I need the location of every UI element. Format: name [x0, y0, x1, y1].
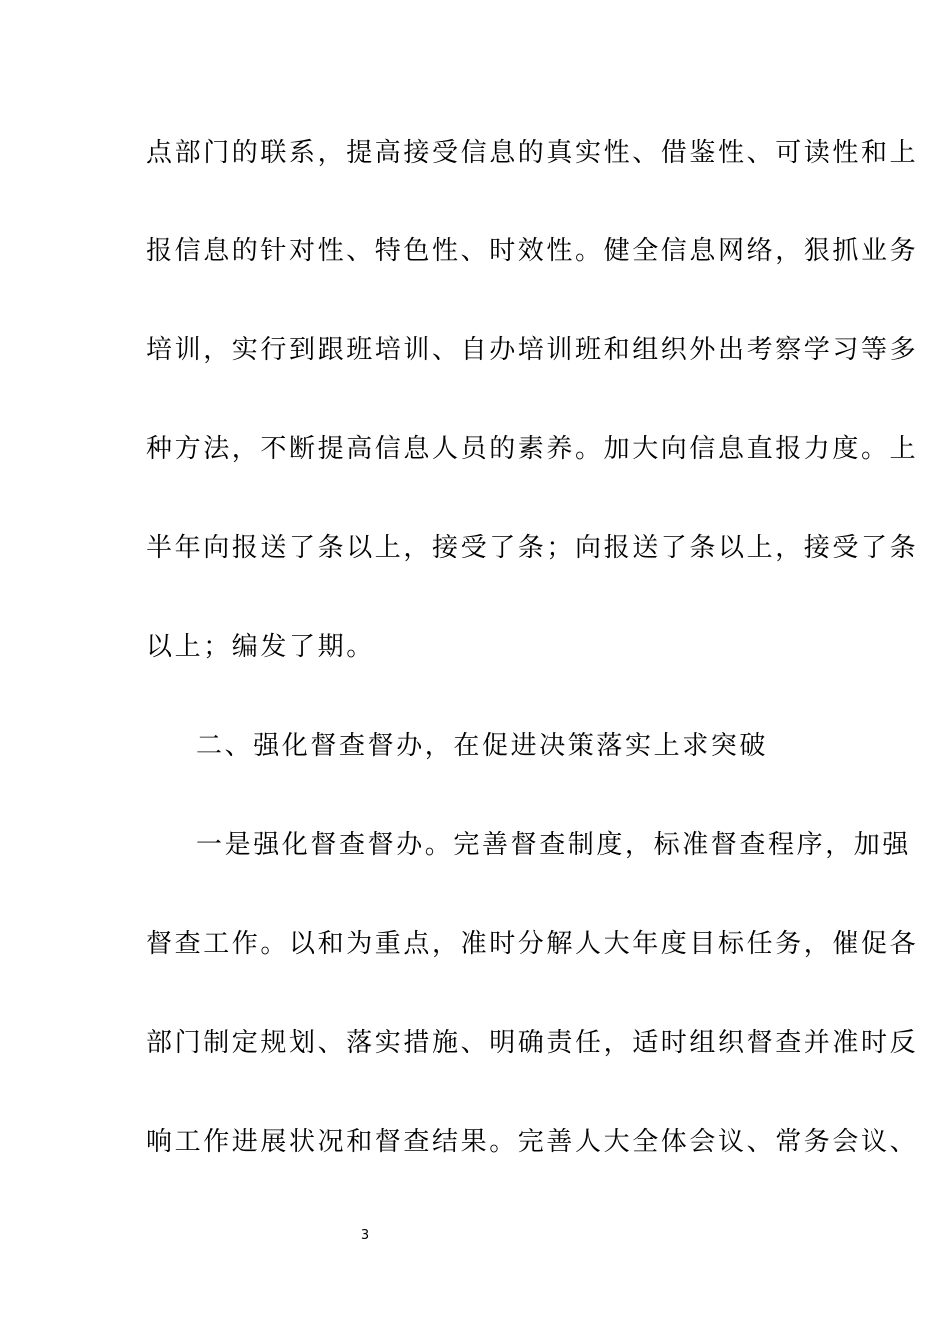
- text-line: 半年向报送了条以上，接受了条；向报送了条以上，接受了条: [146, 533, 919, 563]
- text-line: 督查工作。以和为重点，准时分解人大年度目标任务，催促各: [146, 929, 919, 959]
- text-line: 报信息的针对性、特色性、时效性。健全信息网络，狠抓业务: [146, 236, 919, 266]
- text-line: 培训，实行到跟班培训、自办培训班和组织外出考察学习等多: [146, 335, 919, 365]
- text-line: 响工作进展状况和督查结果。完善人大全体会议、常务会议、: [146, 1127, 919, 1157]
- text-line: 以上；编发了期。: [146, 632, 375, 662]
- section-heading: 二、强化督查督办，在促进决策落实上求突破: [196, 731, 769, 761]
- text-line: 点部门的联系，提高接受信息的真实性、借鉴性、可读性和上: [146, 138, 919, 168]
- text-line: 一是强化督查督办。完善督查制度，标准督查程序，加强: [196, 830, 912, 860]
- page-number: 3: [360, 1228, 370, 1243]
- text-line: 部门制定规划、落实措施、明确责任，适时组织督查并准时反: [146, 1028, 919, 1058]
- text-line: 种方法，不断提高信息人员的素养。加大向信息直报力度。上: [146, 434, 919, 464]
